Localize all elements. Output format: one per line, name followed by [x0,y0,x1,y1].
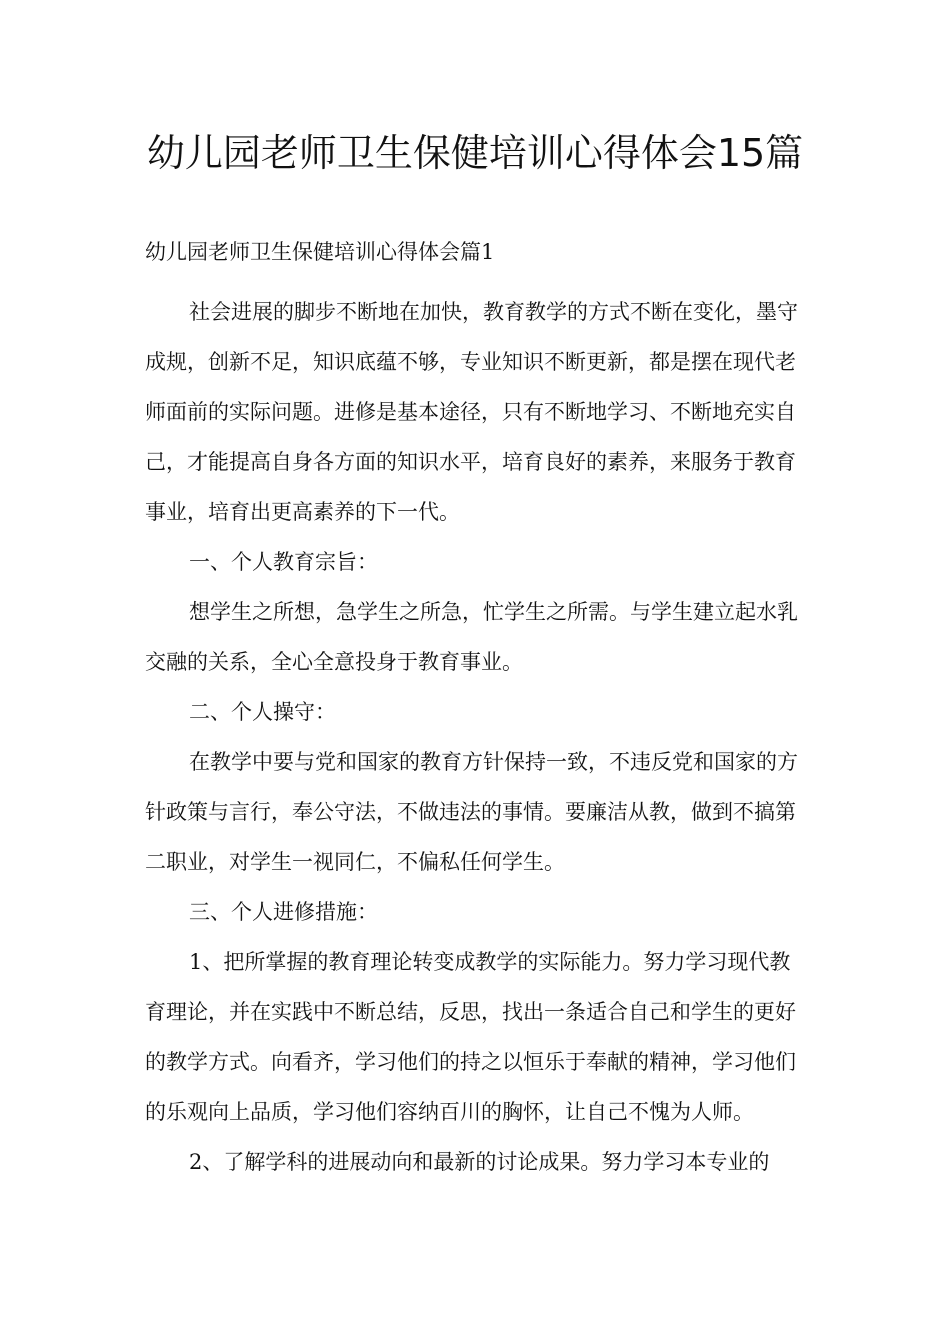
heading-study-measures: 三、个人进修措施： [189,900,378,924]
document-body [145,287,810,1187]
paragraph-measure-2: 2、了解学科的进展动向和最新的讨论成果。努力学习本专业的 [189,1150,770,1174]
paragraph-measure-1: 1、把所掌握的教育理论转变成教学的实际能力。努力学习现代教育理论，并在实践中不断总结，反思，找出一条适合自己和学生的更好的教学方式。向看齐，学习他们的持之以恒乐于奉献的精神，学习他们的乐观向上品质，学习他们容纳百川的胸怀，让自己不愧为人师。 [145,950,796,1124]
paragraph-teaching-purpose: 想学生之所想，急学生之所急，忙学生之所需。与学生建立起水乳交融的关系，全心全意投身于教育事业。 [145,600,798,674]
paragraph-intro: 社会进展的脚步不断地在加快，教育教学的方式不断在变化，墨守成规，创新不足，知识底蕴不够，专业知识不断更新，都是摆在现代老师面前的实际问题。进修是基本途径，只有不断地学习、不断地充实自己，才能提高自身各方面的知识水平，培育良好的素养，来服务于教育事业，培育出更高素养的下一代。 [145,300,798,524]
heading-personal-conduct: 二、个人操守： [189,700,336,724]
document-title: 幼儿园老师卫生保健培训心得体会15篇 [146,131,804,175]
paragraph-personal-conduct: 在教学中要与党和国家的教育方针保持一致，不违反党和国家的方针政策与言行，奉公守法，不做违法的事情。要廉洁从教，做到不搞第二职业，对学生一视同仁，不偏私任何学生。 [145,750,798,874]
heading-teaching-purpose: 一、个人教育宗旨： [189,550,378,574]
section-heading: 幼儿园老师卫生保健培训心得体会篇1 [145,240,495,264]
